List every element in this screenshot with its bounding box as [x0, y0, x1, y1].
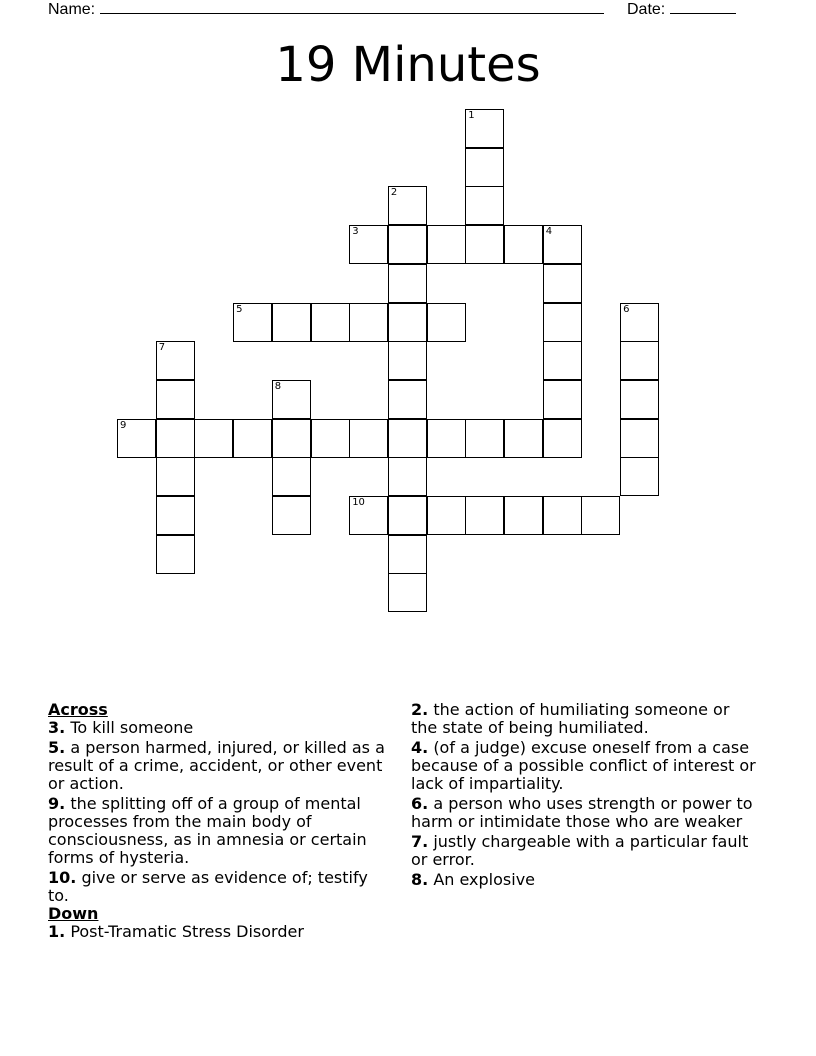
grid-cell[interactable] — [349, 419, 388, 458]
grid-cell[interactable] — [388, 380, 427, 419]
grid-cell[interactable] — [465, 496, 504, 535]
grid-cell[interactable] — [156, 341, 195, 380]
page-title: 19 Minutes — [275, 37, 541, 93]
grid-cell[interactable] — [349, 225, 388, 264]
grid-cell[interactable] — [504, 496, 543, 535]
clue-number: 5 — [236, 303, 243, 315]
grid-cell[interactable] — [543, 380, 582, 419]
grid-cell[interactable] — [388, 186, 427, 225]
grid-cell[interactable] — [349, 496, 388, 535]
grid-cell[interactable] — [156, 535, 195, 574]
grid-cell[interactable] — [388, 341, 427, 380]
grid-cell[interactable] — [272, 419, 311, 458]
grid-cell[interactable] — [620, 419, 659, 458]
clue-across-5: 5. a person harmed, injured, or killed as a result of a crime, accident, or other event or action. — [48, 738, 385, 793]
grid-cell[interactable] — [388, 303, 427, 342]
grid-cell[interactable] — [504, 419, 543, 458]
clue-number: 3 — [352, 226, 359, 238]
grid-cell[interactable] — [504, 225, 543, 264]
clues-left-column — [48, 701, 393, 943]
clue-number: 7 — [158, 342, 166, 354]
grid-cell[interactable] — [388, 419, 427, 458]
clue-number: 10 — [352, 497, 365, 508]
grid-cell[interactable] — [388, 225, 427, 264]
grid-cell[interactable] — [272, 303, 311, 342]
date-label: Date: — [627, 1, 666, 18]
clue-number: 1 — [468, 110, 475, 121]
grid-cell[interactable] — [543, 303, 582, 342]
clue-down-4: 4. (of a judge) excuse oneself from a case because of a possible conflict of interest or lack of impartiality. — [411, 738, 756, 793]
grid-cell[interactable] — [543, 264, 582, 303]
grid-cell[interactable] — [465, 186, 504, 225]
grid-cell[interactable] — [194, 419, 233, 458]
grid-cell[interactable] — [427, 303, 466, 342]
grid-cell[interactable] — [117, 419, 156, 458]
grid-cell[interactable] — [465, 419, 504, 458]
clue-number: 9 — [120, 419, 127, 431]
clue-number: 4 — [545, 226, 553, 238]
grid-cell[interactable] — [543, 225, 582, 264]
grid-cell[interactable] — [581, 496, 620, 535]
grid-cell[interactable] — [427, 496, 466, 535]
grid-cell[interactable] — [465, 148, 504, 187]
grid-cell[interactable] — [427, 225, 466, 264]
clue-down-6: 6. a person who uses strength or power to harm or intimidate those who are weaker — [411, 794, 753, 831]
grid-cell[interactable] — [388, 264, 427, 303]
grid-cell[interactable] — [543, 419, 582, 458]
grid-cell[interactable] — [388, 573, 427, 612]
grid-cell[interactable] — [465, 109, 504, 148]
grid-cell[interactable] — [620, 303, 659, 342]
grid-cell[interactable] — [272, 380, 311, 419]
clue-down-8: 8. An explosive — [411, 870, 535, 889]
grid-cell[interactable] — [311, 303, 350, 342]
clue-number: 2 — [390, 187, 398, 199]
grid-cell[interactable] — [620, 380, 659, 419]
grid-cell[interactable] — [388, 496, 427, 535]
grid-cell[interactable] — [465, 225, 504, 264]
down-heading: Down — [48, 904, 99, 923]
grid-cell[interactable] — [543, 496, 582, 535]
grid-cell[interactable] — [311, 419, 350, 458]
grid-cell[interactable] — [272, 496, 311, 535]
grid-cell[interactable] — [156, 380, 195, 419]
clue-number: 8 — [274, 380, 282, 392]
grid-cell[interactable] — [349, 303, 388, 342]
grid-cell[interactable] — [620, 457, 659, 496]
grid-cell[interactable] — [388, 457, 427, 496]
grid-cell[interactable] — [272, 457, 311, 496]
clue-down-2: 2. the action of humiliating someone or the state of being humiliated. — [411, 700, 730, 737]
across-heading: Across — [48, 700, 108, 719]
grid-cell[interactable] — [156, 457, 195, 496]
grid-cell[interactable] — [427, 419, 466, 458]
name-label: Name: — [48, 1, 96, 18]
clue-across-3: 3. To kill someone — [48, 718, 194, 737]
grid-cell[interactable] — [156, 419, 195, 458]
clue-number: 6 — [623, 303, 630, 315]
grid-cell[interactable] — [233, 303, 272, 342]
clue-down-7: 7. justly chargeable with a particular fault or error. — [411, 832, 749, 869]
clues-right-column — [411, 701, 756, 891]
grid-cell[interactable] — [620, 341, 659, 380]
grid-cell[interactable] — [543, 341, 582, 380]
clue-across-10: 10. give or serve as evidence of; testify to. — [48, 868, 368, 905]
clue-across-9: 9. the splitting off of a group of mental processes from the main body of consciousness, as in amnesia or certain forms of hysteria. — [48, 794, 367, 867]
grid-cell[interactable] — [233, 419, 272, 458]
grid-cell[interactable] — [156, 496, 195, 535]
clue-down-1: 1. Post-Tramatic Stress Disorder — [48, 922, 304, 941]
grid-cell[interactable] — [388, 535, 427, 574]
